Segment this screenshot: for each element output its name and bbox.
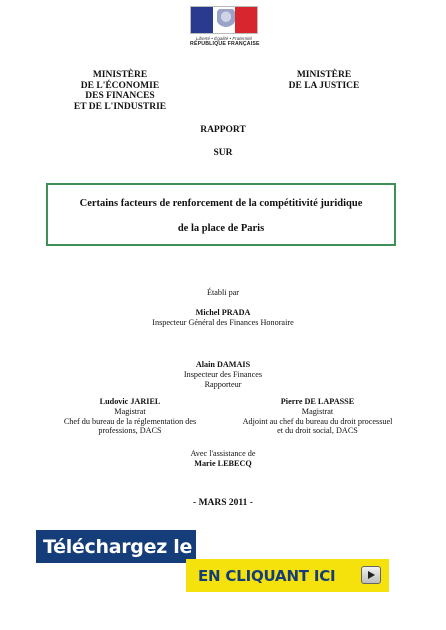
author-main-role: Inspecteur Général des Finances Honoraire (152, 317, 294, 327)
download-click-here-button[interactable] (186, 559, 389, 592)
author-left (50, 397, 210, 436)
author-left-role-1: Magistrat (114, 406, 146, 416)
marianne-icon (217, 9, 235, 31)
author-right-role-2: Adjoint au chef du bureau du droit processuel (242, 416, 393, 426)
download-label: Téléchargez le (43, 535, 193, 558)
author-right-role-3: et du droit social, DACS (277, 426, 358, 436)
republique-francaise-logo (190, 6, 258, 47)
author-left-role-3: professions, DACS (98, 426, 162, 436)
french-flag-icon (190, 6, 258, 34)
author-right (240, 397, 395, 436)
author-right-name: Pierre DE LAPASSE (280, 397, 355, 406)
report-title-line-2: de la place de Paris (177, 223, 265, 234)
author-second-name: Alain DAMAIS (195, 360, 251, 369)
author-second (0, 360, 446, 389)
logo-motto: Liberté • Égalité • Fraternité (195, 36, 253, 41)
report-label: RAPPORT (200, 125, 246, 135)
assistance-label: Avec l'assistance de (190, 449, 256, 458)
author-main (0, 308, 446, 328)
report-date: - MARS 2011 - (193, 498, 253, 508)
play-arrow-icon[interactable] (361, 566, 381, 584)
ministry-justice: MINISTÈRE DE LA JUSTICE (288, 70, 360, 91)
author-left-role-2: Chef du bureau de la réglementation des (63, 416, 197, 426)
author-second-role-2: Rapporteur (204, 379, 242, 389)
established-by-label: Établi par (206, 288, 240, 297)
author-right-role-1: Magistrat (301, 406, 334, 416)
assistance (0, 449, 446, 469)
assistance-name: Marie LEBECQ (194, 458, 252, 468)
report-title-box (46, 183, 396, 246)
download-banner-top[interactable] (36, 530, 196, 563)
report-title-line-1: Certains facteurs de renforcement de la compétitivité juridique (79, 198, 363, 209)
report-sur-label: SUR (213, 148, 233, 158)
author-second-role-1: Inspecteur des Finances (183, 369, 263, 379)
author-left-name: Ludovic JARIEL (99, 397, 161, 406)
click-here-label: EN CLIQUANT ICI (198, 566, 336, 585)
logo-republic: RÉPUBLIQUE FRANÇAISE (190, 41, 260, 47)
ministry-economy: MINISTÈRE DE L'ÉCONOMIE DES FINANCES ET DE L'INDUSTRIE (73, 70, 167, 112)
author-main-name: Michel PRADA (195, 308, 251, 317)
